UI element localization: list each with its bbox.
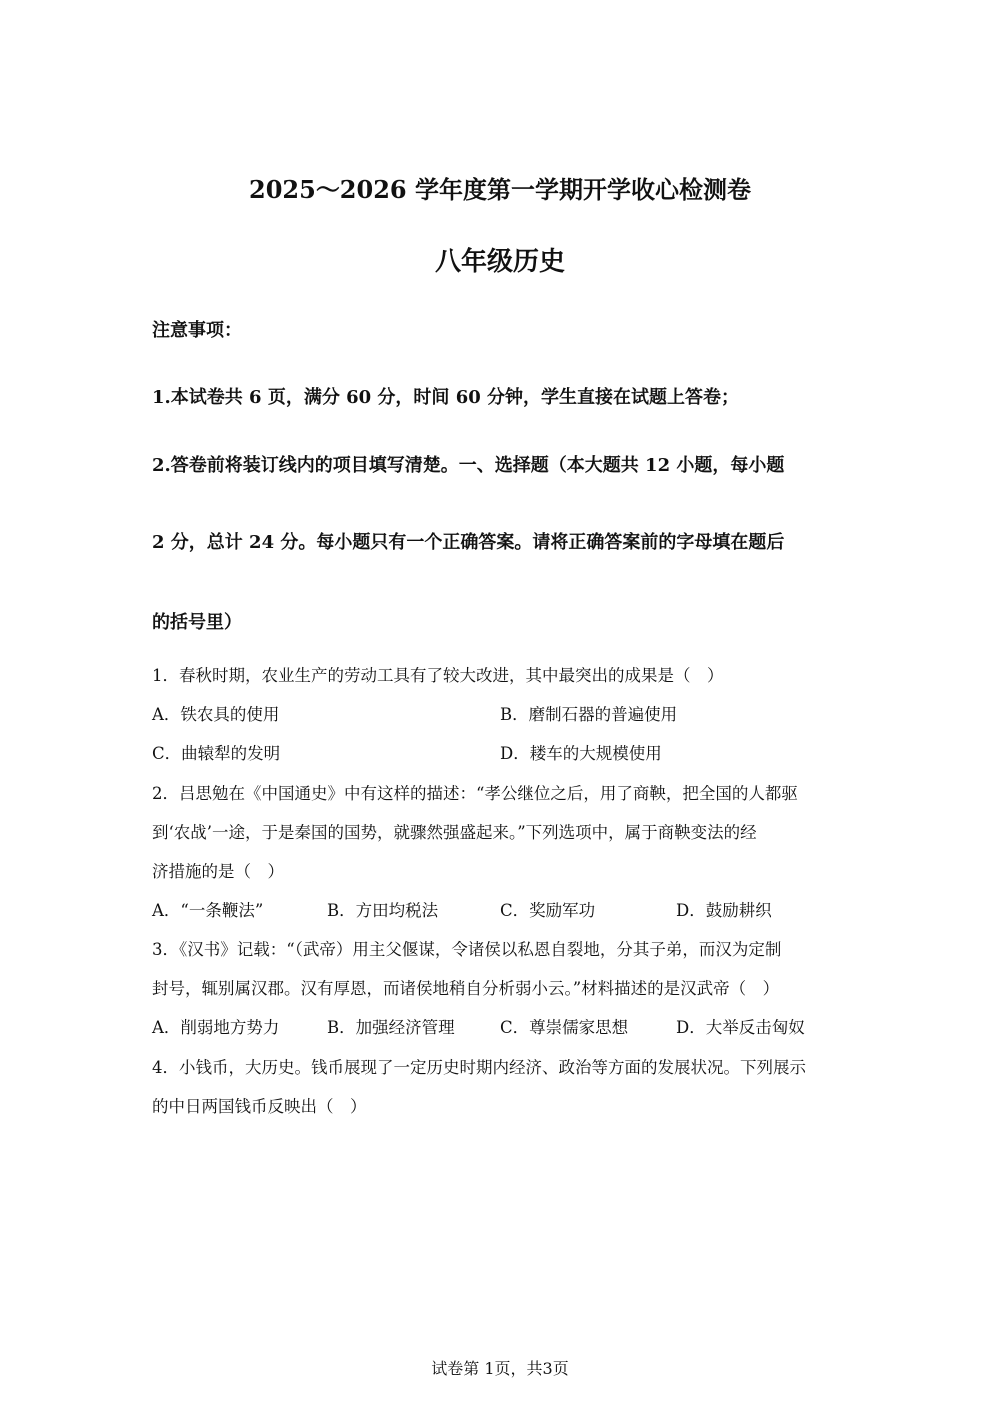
question-4-line-1: 4．小钱币，大历史。钱币展现了一定历史时期内经济、政治等方面的发展状况。下列展示 bbox=[152, 1058, 806, 1077]
question-1-option-d: D．耧车的大规模使用 bbox=[500, 744, 662, 763]
question-2-option-a: A．“一条鞭法” bbox=[152, 901, 264, 920]
question-3-line-2: 封号，辄别属汉郡。汉有厚恩，而诸侯地稍自分析弱小云。”材料描述的是汉武帝（ ） bbox=[152, 979, 780, 998]
page-footer: 试卷第 1页，共3页 bbox=[431, 1359, 569, 1378]
notes-heading: 注意事项： bbox=[152, 320, 242, 341]
question-1-stem: 1．春秋时期，农业生产的劳动工具有了较大改进，其中最突出的成果是（ ） bbox=[152, 666, 724, 685]
question-3-option-b: B．加强经济管理 bbox=[327, 1018, 455, 1037]
question-3-option-c: C．尊崇儒家思想 bbox=[500, 1018, 629, 1037]
question-2-option-b: B．方田均税法 bbox=[327, 901, 439, 920]
exam-title: 2025～2026 学年度第一学期开学收心检测卷 bbox=[249, 175, 751, 204]
question-2-option-d: D．鼓励耕织 bbox=[676, 901, 772, 920]
question-2-line-1: 2．吕思勉在《中国通史》中有这样的描述：“孝公继位之后，用了商鞅，把全国的人都驱 bbox=[152, 784, 798, 803]
question-3-option-d: D．大举反击匈奴 bbox=[676, 1018, 805, 1037]
question-4-line-2: 的中日两国钱币反映出（ ） bbox=[152, 1097, 367, 1116]
question-2-line-2: 到‘农战’一途，于是秦国的国势，就骤然强盛起来。”下列选项中，属于商鞅变法的经 bbox=[152, 823, 757, 842]
note-item-1: 1.本试卷共 6 页，满分 60 分，时间 60 分钟，学生直接在试题上答卷； bbox=[152, 387, 740, 408]
question-3-option-a: A．削弱地方势力 bbox=[152, 1018, 280, 1037]
question-2-line-3: 济措施的是（ ） bbox=[152, 862, 284, 881]
question-1-option-a: A．铁农具的使用 bbox=[152, 705, 280, 724]
note-item-2-line-3: 的括号里） bbox=[152, 612, 242, 633]
exam-subject: 八年级历史 bbox=[434, 247, 565, 277]
question-2-option-c: C．奖励军功 bbox=[500, 901, 596, 920]
question-1-option-c: C．曲辕犁的发明 bbox=[152, 744, 281, 763]
question-3-line-1: 3．《汉书》记载：“（武帝）用主父偃谋，令诸侯以私恩自裂地，分其子弟，而汉为定制 bbox=[152, 940, 782, 959]
note-item-2-line-2: 2 分，总计 24 分。每小题只有一个正确答案。请将正确答案前的字母填在题后 bbox=[152, 532, 785, 553]
question-1-option-b: B．磨制石器的普遍使用 bbox=[500, 705, 678, 724]
note-item-2-line-1: 2.答卷前将装订线内的项目填写清楚。一、选择题（本大题共 12 小题，每小题 bbox=[152, 455, 785, 476]
